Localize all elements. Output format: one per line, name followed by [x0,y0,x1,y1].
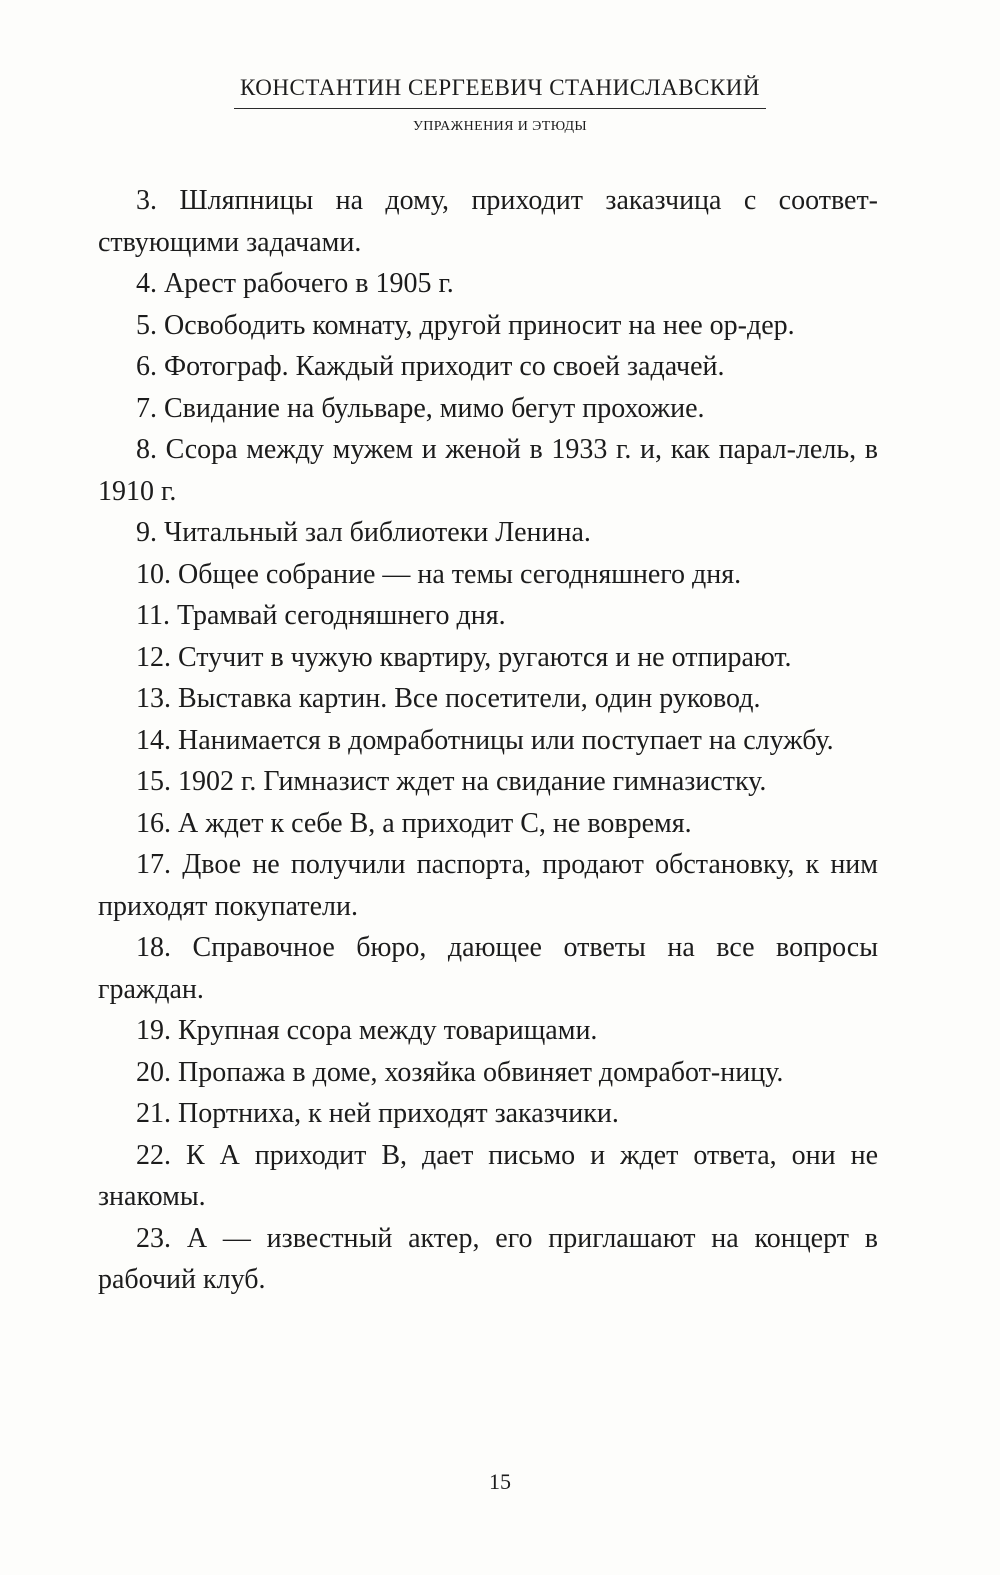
item-text: Свидание на бульваре, мимо бегут прохожие. [164,392,705,424]
list-item [98,1093,878,1135]
list-item [98,263,878,305]
item-text: Нанимается в домработницы или поступает на службу. [178,724,834,756]
item-number: 4. [136,268,157,299]
item-number: 21. [136,1098,171,1129]
item-text: Общее собрание — на темы сегодняшнего дня. [178,558,742,590]
item-number: 3. [136,185,157,216]
item-text: Справочное бюро, дающее ответы на все вопросы граждан. [98,932,879,1005]
page-number: 15 [489,1469,511,1494]
item-number: 7. [136,392,157,424]
item-text: А ждет к себе В, а приходит С, не вовремя. [178,807,692,839]
item-text: Ссора между мужем и женой в 1933 г. и, как парал-лель, в 1910 г. [98,434,878,507]
item-text: 1902 г. Гимназист ждет на свидание гимназистку. [178,766,767,797]
item-number: 19. [136,1015,171,1046]
item-text: А — известный актер, его приглашают на концерт в рабочий клуб. [98,1222,879,1295]
item-text: Пропажа в доме, хозяйка обвиняет домработ-ницу. [178,1056,784,1088]
list-item [98,1135,878,1218]
item-text: Фотограф. Каждый приходит со своей задачей. [164,351,725,382]
item-number: 9. [136,517,157,548]
running-head [0,72,1000,137]
exercise-list [98,180,878,1301]
item-number: 8. [136,434,157,465]
list-item [98,429,878,512]
list-item [98,1218,878,1301]
item-text: Выставка картин. Все посетители, один руковод. [178,683,761,714]
item-number: 18. [136,932,171,963]
item-number: 12. [136,641,171,673]
list-item [98,554,878,596]
item-number: 15. [136,766,171,797]
list-item [98,388,878,430]
list-item [98,637,878,679]
item-text: Читальный зал библиотеки Ленина. [164,517,591,548]
item-number: 11. [136,600,170,631]
item-text: Крупная ссора между товарищами. [178,1015,598,1046]
item-number: 22. [136,1139,171,1171]
list-item [98,927,878,1010]
item-text: К А приходит В, дает письмо и ждет ответа, они не знакомы. [98,1139,878,1212]
list-item [98,803,878,845]
item-number: 13. [136,683,171,714]
item-text: Шляпницы на дому, приходит заказчица с соответ-ствующими задачами. [98,185,879,258]
list-item [98,1010,878,1052]
list-item [98,1052,878,1094]
item-text: Арест рабочего в 1905 г. [164,268,454,299]
item-text: Освободить комнату, другой приносит на нее ор-дер. [164,309,795,341]
item-text: Стучит в чужую квартиру, ругаются и не отпирают. [178,641,792,673]
list-item [98,305,878,347]
list-item [98,761,878,803]
list-item [98,844,878,927]
list-item [98,346,878,388]
item-number: 23. [136,1222,171,1254]
author-name: КОНСТАНТИН СЕРГЕЕВИЧ СТАНИСЛАВСКИЙ [234,72,766,109]
item-number: 6. [136,351,157,382]
item-number: 14. [136,724,171,756]
item-number: 20. [136,1056,171,1088]
list-item [98,678,878,720]
list-item [98,180,878,263]
item-number: 10. [136,558,171,590]
item-text: Портниха, к ней приходят заказчики. [178,1098,619,1129]
book-title: УПРАЖНЕНИЯ И ЭТЮДЫ [412,119,588,134]
item-number: 17. [136,849,171,880]
item-text: Трамвай сегодняшнего дня. [176,600,506,631]
item-number: 5. [136,309,157,341]
list-item [98,595,878,637]
item-number: 16. [136,807,171,839]
list-item [98,720,878,762]
list-item [98,512,878,554]
item-text: Двое не получили паспорта, продают обстановку, к ним приходят покупатели. [98,849,879,922]
